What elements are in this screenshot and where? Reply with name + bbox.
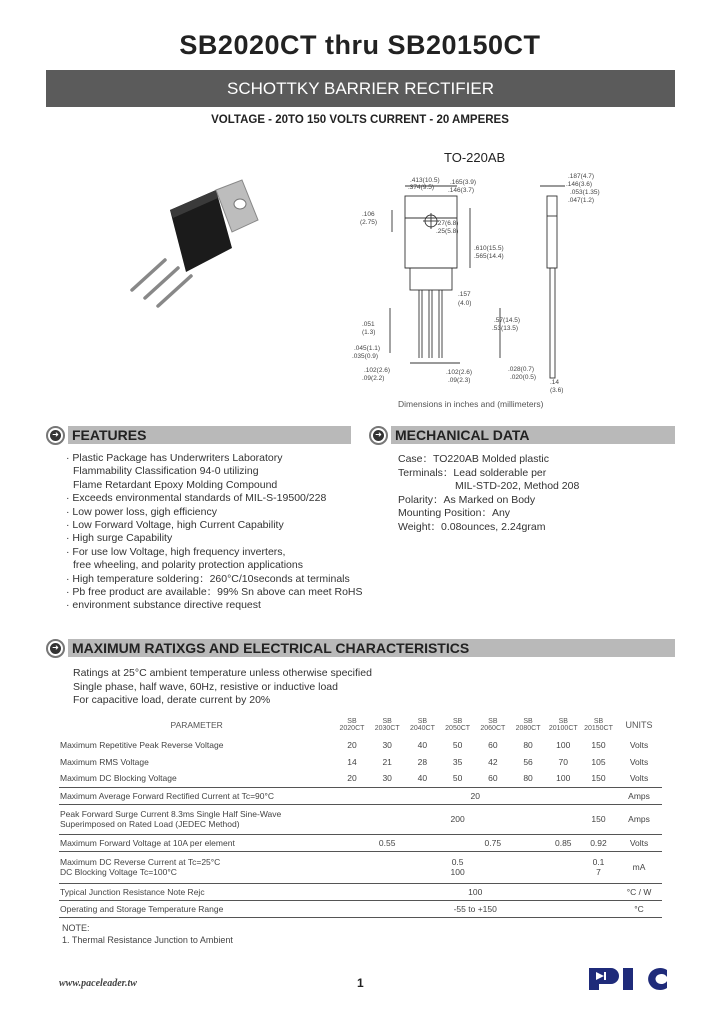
feature-item: Flame Retardant Epoxy Molding Compound — [73, 478, 278, 491]
subtitle: SCHOTTKY BARRIER RECTIFIER — [227, 78, 494, 98]
dim-label: .413(10.5) — [410, 177, 440, 184]
dim-label: .374(9.5) — [408, 184, 435, 191]
ratings-header — [46, 638, 675, 658]
dim-label: .187(4.7) — [568, 173, 595, 180]
table-row: Maximum Forward Voltage at 10A per element 0.55 0.75 0.85 0.92 Volts — [59, 834, 662, 851]
table-header-row — [59, 714, 662, 736]
dim-label: .53(13.5) — [492, 325, 519, 332]
part-header: SB 20100CT — [548, 718, 578, 732]
feature-item: · High surge Capability — [66, 532, 173, 545]
arrow-circle-icon: ➜ — [46, 426, 65, 445]
feature-item: · Plastic Package has Underwriters Laboratory — [66, 452, 283, 464]
param-header: PARAMETER — [170, 720, 223, 730]
ratings-note: Single phase, half wave, 60Hz, resistive or inductive load — [73, 680, 338, 693]
dim-label: .045(1.1) — [354, 345, 381, 352]
note-1: 1. Thermal Resistance Junction to Ambient — [62, 935, 233, 945]
package-name: TO-220AB — [444, 150, 506, 165]
dim-label: .047(1.2) — [568, 197, 595, 204]
dim-label: .27(6.8) — [436, 220, 459, 227]
ratings-notes — [73, 667, 372, 708]
dim-label: .09(2.2) — [362, 375, 385, 382]
dim-label: .09(2.3) — [448, 377, 471, 384]
dim-label: .051 — [362, 321, 375, 328]
page-title: SB2020CT thru SB20150CT — [179, 30, 541, 60]
table-row: Maximum DC Reverse Current at Tc=25°C DC Blocking Voltage Tc=100°C 0.5 100 0.1 7 mA — [59, 851, 662, 883]
dim-label: .035(0.9) — [352, 353, 379, 360]
dim-label: (4.0) — [458, 300, 472, 307]
mech-line: Terminals：Lead solderable per — [398, 466, 547, 479]
part-header: SB 20150CT — [584, 718, 613, 732]
mech-line: Weight：0.08ounces, 2.24gram — [398, 520, 546, 533]
note-title: NOTE: — [62, 923, 90, 933]
dim-label: .57(14.5) — [494, 317, 521, 324]
part-header: SB 2060CT — [480, 718, 506, 732]
arrow-circle-icon: ➜ — [369, 426, 388, 445]
dim-label: (2.75) — [360, 219, 377, 226]
table-row: Operating and Storage Temperature Range -55 to +150 °C — [59, 900, 662, 917]
dim-label: .102(2.6) — [446, 369, 473, 376]
dim-label: .020(0.5) — [510, 374, 537, 381]
table-row: Maximum Repetitive Peak Reverse Voltage 20 30 40 50 60 80 100 150 Volts — [60, 739, 649, 750]
table-row: Maximum RMS Voltage 14 21 28 35 42 56 70 105 Volts — [60, 756, 649, 767]
footer-url[interactable]: www.paceleader.tw — [59, 978, 137, 989]
dimension-note: Dimensions in inches and (millimeters) — [398, 399, 544, 409]
feature-item: · Low Forward Voltage, high Current Capability — [66, 519, 284, 532]
feature-item: free wheeling, and polarity protection applications — [73, 559, 303, 572]
ratings-note: Ratings at 25°C ambient temperature unless otherwise specified — [73, 667, 372, 679]
part-header: SB 2020CT — [339, 718, 365, 732]
part-header: SB 2040CT — [409, 718, 435, 732]
dim-label: .14 — [550, 379, 560, 386]
company-logo — [587, 964, 673, 992]
dim-label: .102(2.6) — [364, 367, 391, 374]
mech-line: Mounting Position：Any — [398, 507, 511, 520]
mech-line: MIL-STD-202, Method 208 — [455, 480, 580, 493]
feature-item: · Exceeds environmental standards of MIL-S-19500/228 — [66, 492, 327, 505]
table-notes — [62, 922, 233, 946]
page-number: 1 — [357, 976, 364, 990]
features-header — [46, 425, 351, 445]
mech-line: Case：TO220AB Molded plastic — [398, 453, 549, 465]
feature-item: · environment substance directive request — [66, 599, 261, 612]
feature-item: · High temperature soldering：260°C/10seconds at terminals — [66, 572, 350, 585]
voltage-current-line: VOLTAGE - 20TO 150 VOLTS CURRENT - 20 AMPERES — [211, 114, 509, 126]
table-row: Maximum DC Blocking Voltage 20 30 40 50 60 80 100 150 Volts — [59, 770, 662, 787]
ratings-note: For capacitive load, derate current by 20% — [73, 694, 271, 706]
feature-item: · Pb free product are available：99% Sn above can meet RoHS — [66, 586, 363, 599]
feature-item: · For use low Voltage, high frequency inverters, — [66, 545, 286, 558]
part-header: SB 2080CT — [515, 718, 541, 732]
features-list — [66, 452, 363, 613]
dim-label: (1.3) — [362, 329, 376, 336]
dim-label: .146(3.6) — [566, 181, 593, 188]
dim-label: .25(5.8) — [436, 228, 459, 235]
part-header: SB 2050CT — [445, 718, 471, 732]
dim-label: (3.6) — [550, 387, 564, 394]
part-header: SB 2030CT — [374, 718, 400, 732]
arrow-circle-icon: ➜ — [46, 639, 65, 658]
table-row: Typical Junction Resistance Note Rejc 100 °C / W — [59, 883, 662, 900]
table-row: Peak Forward Surge Current 8.3ms Single Half Sine-Wave Superimposed on Rated Load (JEDEC Method) 200 150 Amps — [59, 804, 662, 834]
mechanical-data — [398, 453, 579, 535]
dim-label: .165(3.9) — [450, 179, 477, 186]
subtitle-bar — [46, 70, 675, 107]
ratings-table — [59, 714, 662, 918]
feature-item: Flammability Classification 94-0 utilizing — [73, 465, 259, 478]
ratings-title: MAXIMUM RATIXGS AND ELECTRICAL CHARACTERISTICS — [68, 639, 675, 657]
package-photo — [120, 180, 260, 310]
dim-label: .028(0.7) — [508, 366, 535, 373]
dimension-drawing — [350, 168, 600, 398]
dim-label: .106 — [362, 211, 375, 218]
features-title: FEATURES — [68, 426, 351, 444]
dim-label: .157 — [458, 291, 471, 298]
dim-label: .610(15.5) — [474, 245, 504, 252]
dim-label: .053(1.35) — [570, 189, 600, 196]
feature-item: · Low power loss, gigh efficiency — [66, 505, 217, 518]
units-header: UNITS — [625, 720, 653, 730]
dim-label: .565(14.4) — [474, 253, 504, 260]
mechanical-title: MECHANICAL DATA — [391, 426, 675, 444]
mechanical-header — [369, 425, 675, 445]
mech-line: Polarity：As Marked on Body — [398, 493, 536, 506]
table-row: Maximum Average Forward Rectified Current at Tc=90°C 20 Amps — [59, 787, 662, 804]
dim-label: .146(3.7) — [448, 187, 475, 194]
